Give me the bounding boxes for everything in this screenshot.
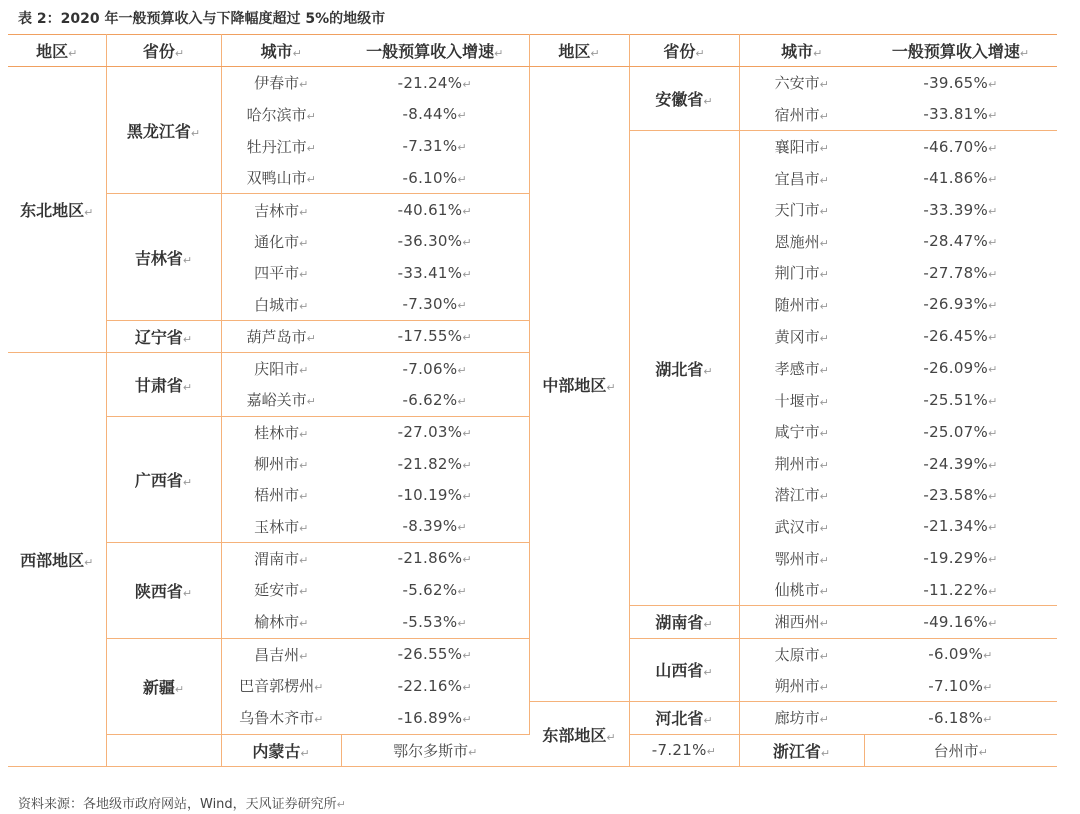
header-growth-right: 一般预算收入增速↵: [864, 35, 1057, 67]
city-cell-right: 黄冈市↵: [774, 327, 829, 346]
city-cell-right: 荆州市↵: [774, 455, 829, 473]
growth-cell: -8.44%↵: [341, 99, 529, 131]
province-cell: 内蒙古↵: [221, 734, 341, 766]
growth-cell-right: -21.34%↵: [923, 517, 998, 536]
growth-cell-right: -11.22%↵: [864, 574, 1057, 606]
growth-cell-right: -24.39%↵: [923, 454, 998, 473]
growth-cell-right: -46.70%↵: [923, 137, 998, 156]
growth-cell-right: -25.07%↵: [923, 422, 998, 441]
growth-cell-right: -6.18%↵: [864, 702, 1057, 734]
city-cell-right: 鄂州市↵: [774, 549, 829, 568]
city-cell: 庆阳市↵: [254, 360, 309, 379]
city-cell-right: 十堰市↵: [774, 391, 829, 410]
growth-cell: -6.62%↵: [341, 384, 529, 416]
province-cell-right: 湖南省↵: [629, 606, 739, 638]
growth-cell: -16.89%↵: [341, 702, 529, 734]
header-region-right: 地区↵: [529, 35, 629, 67]
region-cell: 西部地区↵: [8, 352, 106, 766]
province-cell: 广西省↵: [106, 416, 221, 542]
growth-cell: -7.30%↵: [341, 288, 529, 320]
city-cell-right: 襄阳市↵: [774, 138, 829, 157]
province-cell-right: 山西省↵: [629, 638, 739, 702]
city-cell-right: 天门市↵: [774, 201, 829, 220]
city-cell: 白城市↵: [221, 288, 341, 320]
growth-cell-right: -25.51%↵: [923, 391, 998, 410]
province-cell-right: 河北省↵: [629, 702, 739, 734]
header-province: 省份↵: [106, 35, 221, 67]
city-cell: 伊春市↵: [254, 74, 309, 93]
source-note: 资料来源：各地级市政府网站，Wind，天风证券研究所↵: [18, 797, 346, 812]
city-cell-right: 恩施州↵: [774, 232, 829, 251]
province-cell: 甘肃省↵: [106, 352, 221, 416]
growth-cell-right: -33.39%↵: [923, 200, 998, 219]
growth-cell: -5.62%↵: [341, 574, 529, 606]
city-cell: 双鸭山市↵: [221, 162, 341, 194]
city-cell: 葫芦岛市↵: [221, 320, 341, 352]
growth-cell: -7.06%↵: [341, 352, 529, 384]
region-cell: 东北地区↵: [8, 67, 106, 353]
growth-cell-right: -27.78%↵: [923, 263, 998, 282]
city-revenue-table: [8, 34, 1057, 767]
province-cell: 新疆↵: [106, 638, 221, 734]
header-growth: 一般预算收入增速↵: [341, 35, 529, 67]
growth-cell-right: -26.45%↵: [923, 327, 998, 346]
city-cell: 玉林市↵: [221, 510, 341, 542]
city-cell: 延安市↵: [254, 581, 309, 600]
growth-cell-right: -23.58%↵: [923, 485, 998, 504]
province-cell: 吉林省↵: [106, 194, 221, 320]
city-cell: 昌吉州↵: [254, 645, 309, 664]
region-cell-right: 中部地区↵: [529, 67, 629, 702]
growth-cell-right: -6.09%↵: [928, 645, 993, 664]
growth-cell: -22.16%↵: [341, 670, 529, 702]
city-cell-right: 太原市↵: [774, 645, 829, 664]
city-cell-right: 台州市↵: [864, 734, 1057, 766]
growth-cell: -10.19%↵: [341, 479, 529, 510]
growth-cell: -40.61%↵: [341, 194, 529, 226]
city-cell-right: 咸宁市↵: [774, 423, 829, 442]
table-row: [8, 67, 1057, 99]
province-cell-right: 湖北省↵: [629, 130, 739, 605]
city-cell: 牡丹江市↵: [246, 137, 316, 156]
city-cell: 吉林市↵: [254, 201, 309, 220]
growth-cell: -21.24%↵: [341, 67, 529, 99]
province-cell-right: 浙江省↵: [739, 734, 864, 766]
growth-cell: -7.31%↵: [341, 130, 529, 162]
city-cell: 桂林市↵: [254, 423, 309, 442]
province-cell: 陕西省↵: [106, 542, 221, 638]
growth-cell: -17.55%↵: [341, 320, 529, 352]
city-cell-right: 潜江市↵: [774, 486, 829, 505]
growth-cell: -21.82%↵: [341, 448, 529, 479]
growth-cell: -26.55%↵: [341, 638, 529, 670]
growth-cell: -27.03%↵: [341, 416, 529, 448]
city-cell: 渭南市↵: [254, 549, 309, 568]
city-cell: 巴音郭楞州↵: [239, 677, 324, 696]
growth-cell-right: -26.09%↵: [923, 359, 998, 378]
growth-cell: -8.39%↵: [341, 510, 529, 542]
city-cell-right: 廊坊市↵: [739, 702, 864, 734]
growth-cell-right: -41.86%↵: [923, 169, 998, 188]
header-region: 地区↵: [8, 35, 106, 67]
growth-cell-right: -28.47%↵: [923, 232, 998, 251]
growth-cell-right: -39.65%↵: [923, 73, 998, 92]
city-cell: 乌鲁木齐市↵: [221, 702, 341, 734]
city-cell: 嘉峪关市↵: [221, 384, 341, 416]
region-cell-empty: [106, 734, 221, 766]
growth-cell-right: -33.81%↵: [864, 99, 1057, 131]
province-cell-right: 安徽省↵: [629, 67, 739, 131]
table-caption: 表 2：2020 年一般预算收入与下降幅度超过 5%的地级市: [18, 11, 386, 27]
growth-cell: -6.10%↵: [341, 162, 529, 194]
growth-cell-right: -19.29%↵: [923, 549, 998, 568]
city-cell: 柳州市↵: [254, 455, 309, 473]
city-cell-right: 孝感市↵: [774, 359, 829, 378]
growth-cell: -33.41%↵: [341, 257, 529, 288]
city-cell-right: 随州市↵: [774, 295, 829, 314]
header-city: 城市↵: [221, 35, 341, 67]
header-province-right: 省份↵: [629, 35, 739, 67]
header-row: [8, 35, 1057, 67]
city-cell-right: 六安市↵: [774, 74, 829, 93]
header-city-right: 城市↵: [739, 35, 864, 67]
city-cell-right: 朔州市↵: [739, 670, 864, 702]
province-cell: 黑龙江省↵: [106, 67, 221, 194]
growth-cell-right: -26.93%↵: [923, 295, 998, 314]
growth-cell: -5.53%↵: [341, 606, 529, 638]
city-cell-right: 宜昌市↵: [774, 169, 829, 188]
growth-cell: -21.86%↵: [341, 542, 529, 574]
city-cell-right: 武汉市↵: [774, 517, 829, 536]
city-cell-right: 宿州市↵: [739, 99, 864, 131]
city-cell: 鄂尔多斯市↵: [341, 734, 529, 766]
city-cell: 四平市↵: [254, 264, 309, 283]
city-cell: 哈尔滨市↵: [246, 105, 316, 124]
city-cell: 通化市↵: [254, 232, 309, 251]
city-cell-right: 仙桃市↵: [739, 574, 864, 606]
growth-cell-right: -7.10%↵: [864, 670, 1057, 702]
city-cell-right: 荆门市↵: [774, 264, 829, 283]
city-cell: 梧州市↵: [254, 486, 309, 505]
city-cell: 榆林市↵: [221, 606, 341, 638]
province-cell: 辽宁省↵: [106, 320, 221, 352]
growth-cell: -7.21%↵: [629, 734, 739, 766]
growth-cell-right: -49.16%↵: [864, 606, 1057, 638]
city-cell-right: 湘西州↵: [739, 606, 864, 638]
region-cell-right: 东部地区↵: [529, 702, 629, 767]
growth-cell: -36.30%↵: [341, 226, 529, 257]
